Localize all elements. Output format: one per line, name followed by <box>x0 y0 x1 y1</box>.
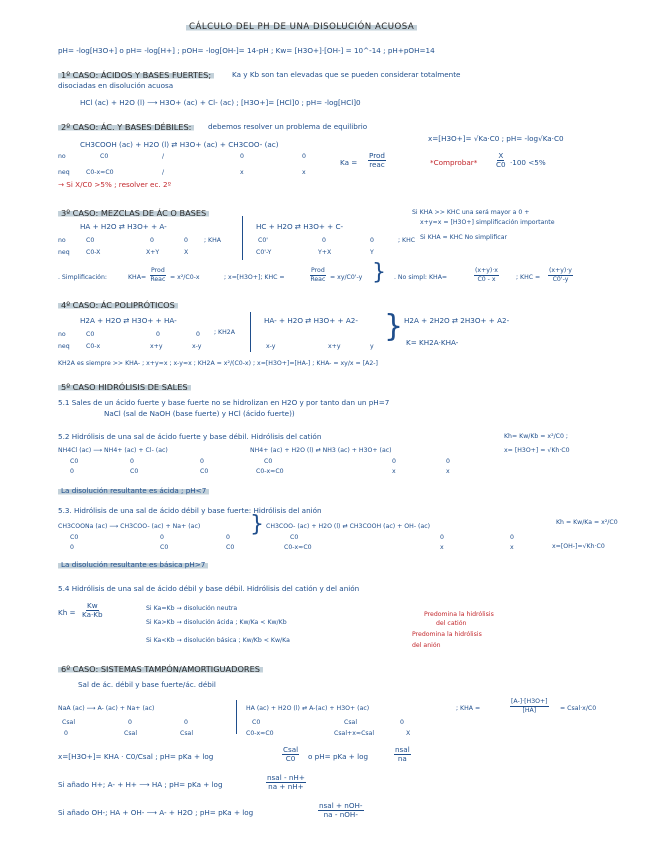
case4-right1: H2A + 2H2O ⇄ 2H3O+ + A2- <box>404 316 510 325</box>
case6-line2-frac <box>266 774 306 791</box>
case2-check: *Comprobar* <box>430 158 478 167</box>
case2-heading: 2º CASO: ÁC. Y BASES DÉBILES: <box>58 122 194 132</box>
case6-ka-den: [HA] <box>522 707 537 714</box>
case5-heading: 5º CASO HIDRÓLISIS DE SALES <box>58 382 191 392</box>
case5-s2: 5.2 Hidrólisis de una sal de ácido fuerte y base débil. Hidrólisis del catión <box>58 432 322 441</box>
s3-rc2: 0 <box>510 534 514 541</box>
case3-nosimp2: ; KHC = <box>516 274 541 281</box>
l2-num: nsal - nH+ <box>267 773 305 782</box>
check-denominator: C0 <box>496 160 506 169</box>
case3-simp2-frac <box>310 267 326 284</box>
case3-eq1: HA + H2O ⇄ H3O+ + A- <box>80 222 167 231</box>
case5-s3-eq2: CH3COO- (ac) + H2O (l) ⇄ CH3COOH (ac) + OH- (ac) <box>266 523 431 530</box>
case2-ka-label: Ka = <box>340 158 358 167</box>
ka-denominator: reac <box>369 160 385 169</box>
nosimp2-den: C0'-y <box>552 276 569 283</box>
case3-nosimp: . No simpl: KHA= <box>394 274 448 281</box>
case3-simp-label: . Simplificación: <box>58 274 107 281</box>
case2-row0-acet: 0 <box>302 153 306 160</box>
case6-eq2: HA (ac) + H2O (l) ⇄ A-(ac) + H3O+ (ac) <box>246 705 370 712</box>
nosimp-num: (x+y)·x <box>475 267 498 274</box>
case6-eq1: NaA (ac) ⟶ A- (ac) + Na+ (ac) <box>58 705 155 712</box>
case6-line3-frac <box>318 802 364 819</box>
c6-rd1: Csal+x≈Csal <box>334 730 375 737</box>
case3-r2b-y: Y <box>370 249 374 256</box>
case6-line1-mid: o pH= pKa + log <box>308 752 369 761</box>
case5-s3-eq1: CH3COONa (ac) ⟶ CH3COO- (ac) + Na+ (ac) <box>58 523 201 530</box>
check-numerator: X <box>498 151 504 160</box>
c6-rd2: X <box>406 730 411 737</box>
case2-ka-fraction <box>368 152 386 169</box>
case1-heading: 1º CASO: ÁCIDOS Y BASES FUERTES; <box>58 70 214 80</box>
case3-heading: 3º CASO: MEZCLAS DE ÁC O BASES <box>58 208 209 218</box>
case4-right2: K= KH2A·KHA- <box>406 338 459 347</box>
case5-s2-result: La disolución resultante es ácida ; pH<7 <box>58 486 209 496</box>
case3-r1a-a: 0 <box>150 237 154 244</box>
s2-rd1: x <box>392 468 396 475</box>
s3-ra0: C0 <box>70 534 79 541</box>
s3-rc0: C0 <box>290 534 299 541</box>
l1-num2: nsal <box>395 745 410 754</box>
s2-ra2: 0 <box>200 458 204 465</box>
case3-note2: x+y≈x = [H3O+] simplificación importante <box>420 219 555 226</box>
case5-s2-eq1: NH4Cl (ac) ⟶ NH4+ (ac) + Cl- (ac) <box>58 447 168 454</box>
case5-s2-right2: x= [H3O+] = √Kh·C0 <box>504 447 570 454</box>
case6-ka-result: = Csal·x/C0 <box>560 705 597 712</box>
ka-numerator: Prod <box>369 151 385 160</box>
case2-formula-right: x=[H3O+]= √Ka·C0 ; pH= -log√Ka·C0 <box>428 134 564 143</box>
simp1-num: Prod <box>151 267 165 274</box>
case3-r1b-x: X <box>184 249 189 256</box>
case2-alternative: → Si X/C0 >5% ; resolver ec. 2º <box>58 180 171 189</box>
case4-r1a-label: no <box>58 331 66 338</box>
case3-r2b-c0py: C0'-Y <box>256 249 272 256</box>
case6-divider <box>236 700 237 734</box>
case5-red1b: del catión <box>436 620 467 627</box>
s2-rb2: C0 <box>200 468 209 475</box>
s3-ra1: 0 <box>160 534 164 541</box>
case4-r1a-a: 0 <box>156 331 160 338</box>
case4-kside: ; KH2A <box>214 329 235 336</box>
c6-ra2: 0 <box>184 719 188 726</box>
case3-nosimp2-frac <box>548 267 573 284</box>
case2-roweq-x2: x <box>302 169 306 176</box>
s2-rb1: C0 <box>130 468 139 475</box>
case4-r1b-label: neq <box>58 343 70 350</box>
s2-ra1: 0 <box>130 458 134 465</box>
case4-r1a-c0: C0 <box>86 331 95 338</box>
case3-brace: } <box>372 260 386 285</box>
case3-khc-side: ; KHC <box>398 237 416 244</box>
case3-kha-side: ; KHA <box>204 237 221 244</box>
case6-ka-label: ; KHA = <box>456 705 481 712</box>
case3-r1a-label: no <box>58 237 66 244</box>
case3-r2a-c0p: C0' <box>258 237 268 244</box>
case4-heading: 4º CASO: ÁC POLIPRÓTICOS <box>58 300 178 310</box>
c6-rb2: Csal <box>180 730 194 737</box>
case4-r1b-c0x: C0-x <box>86 343 101 350</box>
case3-simp1-frac <box>150 267 166 284</box>
kh-num: Kw <box>86 601 98 610</box>
case3-divider <box>242 216 243 260</box>
c6-ra1: 0 <box>128 719 132 726</box>
s3-rc1: 0 <box>440 534 444 541</box>
case3-r1a-b: 0 <box>184 237 188 244</box>
simp2-den: Reac <box>310 276 326 283</box>
s3-rd0: C0-x≈C0 <box>284 544 312 551</box>
case2-check-tail: ·100 <5% <box>510 158 546 167</box>
nosimp2-num: (x+y)·y <box>549 267 572 274</box>
case4-line: KH2A es siempre >> KHA- ; x+y≈x ; x-y≈x ; KH2A = x²/(C0-x) ; x=[H3O+]=[HA-] ; KHA- = xy/x = [A2-] <box>58 360 378 367</box>
case5-s3-result: La disolución resultante es básica pH>7 <box>58 560 208 570</box>
s2-rc2: 0 <box>446 458 450 465</box>
l3-den: na - nOH- <box>323 810 358 819</box>
case6-ka-num: [A-]·[H3O+] <box>511 698 548 705</box>
s3-rb0: 0 <box>70 544 74 551</box>
nosimp-den: C0 - x <box>477 276 496 283</box>
s3-rd1: x <box>440 544 444 551</box>
c6-rc0: C0 <box>252 719 261 726</box>
case5-s2-right1: Kh= Kw/Kb = x²/C0 ; <box>504 433 568 440</box>
case5-s3-brace: } <box>250 512 264 537</box>
case6-heading: 6º CASO: SISTEMAS TAMPÓN/AMORTIGUADORES <box>58 664 263 674</box>
page-title: CÁLCULO DEL PH DE UNA DISOLUCIÓN ACUOSA <box>186 22 417 32</box>
case2-check-fraction <box>496 152 506 169</box>
case3-r1a-c0: C0 <box>86 237 95 244</box>
case1-text2: disociadas en disolución acuosa <box>58 81 174 90</box>
case3-note1: Si KHA >> KHC una será mayor a 0 + <box>412 209 530 216</box>
s3-rd2: x <box>510 544 514 551</box>
case5-s1: 5.1 Sales de un ácido fuerte y base fuerte no se hidrolizan en H2O y por tanto dan un pH=7 <box>58 398 390 407</box>
s3-ra2: 0 <box>226 534 230 541</box>
case5-cond2: Si Ka>Kb → disolución ácida ; Kw/Ka < Kw/Kb <box>146 619 287 626</box>
case3-r1b-label: neq <box>58 249 70 256</box>
c6-rd0: C0-x≈C0 <box>246 730 274 737</box>
c6-rc2: 0 <box>400 719 404 726</box>
case2-row0-h3o: 0 <box>240 153 244 160</box>
case4-r2b-xy: x+y <box>328 343 341 350</box>
l2-den: na + nH+ <box>268 782 304 791</box>
simp1-den: Reac <box>150 276 166 283</box>
case4-eq1: H2A + H2O ⇄ H3O+ + HA- <box>80 316 177 325</box>
case2-row0-label: no <box>58 153 66 160</box>
case2-roweq-slash: / <box>162 169 165 176</box>
case2-equation: CH3COOH (ac) + H2O (l) ⇄ H3O+ (ac) + CH3COO- (ac) <box>80 140 279 149</box>
intro-formulas: pH= -log[H3O+] o pH= -log[H+] ; pOH= -log[OH-]= 14-pH ; Kw= [H3O+]·[OH-] = 10^-14 ; pH+pOH=14 <box>58 46 435 55</box>
s3-rb2: C0 <box>226 544 235 551</box>
s3-rb1: C0 <box>160 544 169 551</box>
case5-cond3: Si Ka<Kb → disolución básica ; Kw/Kb < Kw/Ka <box>146 637 290 644</box>
case6-line2: Si añado H+; A- + H+ ⟶ HA ; pH= pKa + log <box>58 780 223 789</box>
s2-rc0: C0 <box>264 458 273 465</box>
case3-simp1: KHA= <box>128 274 147 281</box>
case6-line1: x=[H3O+]= KHA · C0/Csal ; pH= pKa + log <box>58 752 214 761</box>
s2-rb0: 0 <box>70 468 74 475</box>
l3-num: nsal + nOH- <box>319 801 363 810</box>
case5-kh-label: Kh = <box>58 608 76 617</box>
case5-s3-right1: Kh = Kw/Ka = x²/C0 <box>556 519 618 526</box>
simp2-num: Prod <box>311 267 325 274</box>
case2-roweq-c0: C0-x≈C0 <box>86 169 114 176</box>
s2-rd0: C0-x≈C0 <box>256 468 284 475</box>
case4-r1b-xy: x+y <box>150 343 163 350</box>
case2-text: debemos resolver un problema de equilibrio <box>208 122 368 131</box>
case6-line1-frac <box>282 746 299 763</box>
case5-kh-frac <box>82 602 103 619</box>
case2-row0-c0: C0 <box>100 153 109 160</box>
case3-note3: Si KHA ≈ KHC No simplificar <box>420 234 508 241</box>
case4-brace: } <box>384 309 404 344</box>
case3-eq2: HC + H2O ⇄ H3O+ + C- <box>256 222 344 231</box>
case3-r1b-c0x: C0-X <box>86 249 101 256</box>
c6-rc1: Csal <box>344 719 358 726</box>
case6-sub: Sal de ác. débil y base fuerte/ác. débil <box>78 680 216 689</box>
case4-r2b-y: y <box>370 343 374 350</box>
case6-ka-frac <box>510 698 549 715</box>
l1-num: Csal <box>283 745 299 754</box>
l1-den2: na <box>397 754 407 763</box>
case3-r1b-xy: X+Y <box>146 249 160 256</box>
case4-eq2: HA- + H2O ⇄ H3O+ + A2- <box>264 316 358 325</box>
case3-simp2: ; x=[H3O+]; KHC = <box>224 274 285 281</box>
case3-r2a-b: 0 <box>370 237 374 244</box>
s2-ra0: C0 <box>70 458 79 465</box>
l1-den: C0 <box>285 754 296 763</box>
c6-rb0: 0 <box>64 730 68 737</box>
case4-r2b-xmy: x-y <box>266 343 276 350</box>
case2-roweq-label: neq <box>58 169 70 176</box>
case5-s3: 5.3. Hidrólisis de una sal de ácido débil y base fuerte: Hidrólisis del anión <box>58 506 322 515</box>
case3-nosimp-frac <box>474 267 499 284</box>
case5-s1b: NaCl (sal de NaOH (base fuerte) y HCl (ácido fuerte)) <box>104 409 295 418</box>
case1-text: Ka y Kb son tan elevadas que se pueden considerar totalmente <box>232 70 461 79</box>
case6-line3: Si añado OH-; HA + OH- ⟶ A- + H2O ; pH= pKa + log <box>58 808 254 817</box>
kh-den: Ka·Kb <box>82 610 103 619</box>
case1-equation: HCl (ac) + H2O (l) ⟶ H3O+ (ac) + Cl- (ac) ; [H3O+]= [HCl]0 ; pH= -log[HCl]0 <box>80 98 361 107</box>
c6-rb1: Csal <box>124 730 138 737</box>
case5-s2-eq2: NH4+ (ac) + H2O (l) ⇄ NH3 (ac) + H3O+ (ac) <box>250 447 392 454</box>
case4-divider <box>250 312 251 352</box>
case5-red2: Predomina la hidrólisis <box>412 631 482 638</box>
case5-red1: Predomina la hidrólisis <box>424 611 494 618</box>
case2-row0-slash: / <box>162 153 165 160</box>
case5-s4: 5.4 Hidrólisis de una sal de ácido débil y base débil. Hidrólisis del catión y del anión <box>58 584 360 593</box>
s2-rd2: x <box>446 468 450 475</box>
case3-r2b-yx: Y+X <box>318 249 332 256</box>
case3-r2a-a: 0 <box>322 237 326 244</box>
case3-simp2-result: = xy/C0'-y <box>330 274 363 281</box>
case3-simp1-result: = x²/C0-x <box>170 274 200 281</box>
case5-s3-right2: x=[OH-]=√Kh·C0 <box>552 543 605 550</box>
s2-rc1: 0 <box>392 458 396 465</box>
c6-ra0: Csal <box>62 719 76 726</box>
case2-roweq-x1: x <box>240 169 244 176</box>
case4-r1a-b: 0 <box>196 331 200 338</box>
case5-cond1: Si Ka=Kb → disolución neutra <box>146 605 238 612</box>
case5-red2b: del anión <box>412 642 441 649</box>
case4-r1b-xmy: x-y <box>192 343 202 350</box>
case6-line1-frac2 <box>394 746 411 763</box>
